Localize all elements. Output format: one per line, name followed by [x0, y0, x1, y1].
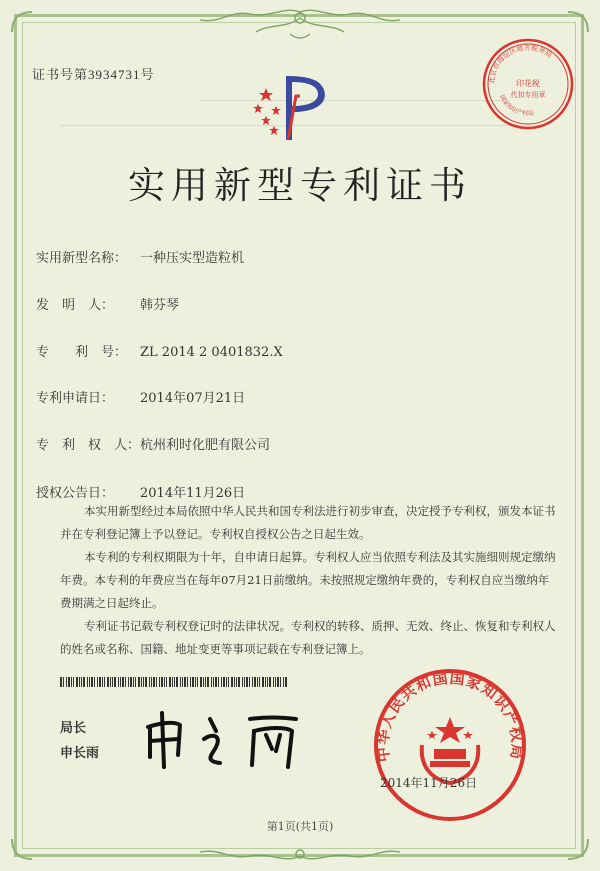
barcode-bar: [187, 677, 188, 687]
barcode-bar: [138, 677, 140, 687]
barcode-bar: [285, 677, 287, 687]
barcode-bar: [269, 677, 271, 687]
certificate-number: [32, 64, 155, 83]
barcode-bar: [76, 677, 78, 687]
barcode-bar: [273, 677, 274, 687]
certificate-body: [60, 500, 560, 661]
barcode-bar: [83, 677, 85, 687]
patent-office-logo: [248, 66, 338, 146]
barcode-bar: [153, 677, 155, 687]
barcode-bar: [161, 677, 163, 687]
barcode-bar: [244, 677, 245, 687]
barcode-bar: [151, 677, 152, 687]
barcode-bar: [211, 677, 212, 687]
body-paragraph: 专利证书记载专利权登记时的法律状况。专利权的转移、质押、无效、终止、恢复和专利权人的姓名或名称、国籍、地址变更等事项记载在专利登记簿上。: [60, 619, 556, 656]
barcode-bar: [110, 677, 111, 687]
certificate-number-suffix: 号: [140, 68, 155, 83]
barcode-bar: [195, 677, 196, 687]
barcode-bar: [135, 677, 136, 687]
field-value: ZL 2014 2 0401832.X: [140, 345, 283, 360]
barcode-bar: [218, 677, 219, 687]
field-label: 专利申请日：: [36, 391, 115, 406]
barcode-bar: [252, 677, 253, 687]
barcode-bar: [246, 677, 248, 687]
barcode-bar: [145, 677, 147, 687]
barcode-bar: [125, 677, 126, 687]
corner-ornament-br: [564, 835, 592, 863]
barcode-bar: [277, 677, 279, 687]
barcode: [60, 677, 288, 687]
barcode-bar: [143, 677, 144, 687]
barcode-bar: [133, 677, 134, 687]
barcode-bar: [205, 677, 206, 687]
field-grant-announcement-date: [36, 482, 245, 501]
barcode-bar: [97, 677, 98, 687]
director-signature: [140, 705, 320, 775]
field-value: 杭州利时化肥有限公司: [140, 438, 271, 453]
field-value: 一种压实型造粒机: [140, 251, 245, 266]
barcode-bar: [221, 677, 222, 687]
field-label: 实用新型名称：: [36, 251, 128, 266]
field-label: 发 明 人：: [36, 298, 115, 313]
field-inventor: [36, 294, 179, 313]
barcode-bar: [91, 677, 93, 687]
field-utility-model-name: [36, 247, 244, 266]
barcode-bar: [156, 677, 157, 687]
bottom-ornament: [190, 834, 410, 868]
page-number: 第1页(共1页): [266, 820, 334, 833]
barcode-bar: [203, 677, 204, 687]
barcode-bar: [182, 677, 183, 687]
top-ornament: [190, 4, 410, 48]
barcode-bar: [60, 677, 62, 687]
barcode-bar: [231, 677, 233, 687]
field-label: 专 利 号：: [36, 345, 128, 360]
barcode-bar: [118, 677, 119, 687]
barcode-bar: [262, 677, 264, 687]
barcode-bar: [275, 677, 276, 687]
tax-stamp-seal: [478, 34, 578, 134]
official-seal: [370, 665, 530, 825]
certificate-title: 实用新型专利证书: [128, 164, 472, 207]
field-label: 专 利 权 人：: [36, 438, 141, 453]
watermark-line: [200, 100, 500, 101]
barcode-bar: [213, 677, 214, 687]
director-name: 申长雨: [60, 746, 100, 761]
barcode-bar: [172, 677, 173, 687]
barcode-bar: [207, 677, 209, 687]
certificate-number-value: 3934731: [88, 67, 141, 82]
barcode-bar: [249, 677, 250, 687]
barcode-bar: [104, 677, 105, 687]
barcode-bar: [68, 677, 70, 687]
barcode-bar: [236, 677, 237, 687]
barcode-bar: [89, 677, 90, 687]
barcode-bar: [223, 677, 225, 687]
field-patentee: [36, 434, 270, 453]
barcode-bar: [79, 677, 80, 687]
field-application-date: [36, 387, 245, 406]
director-block: [60, 716, 99, 766]
barcode-bar: [265, 677, 266, 687]
barcode-bar: [197, 677, 198, 687]
barcode-bar: [226, 677, 227, 687]
grant-date: 2014年11月26日: [380, 776, 478, 790]
barcode-bar: [87, 677, 88, 687]
barcode-bar: [238, 677, 240, 687]
barcode-bar: [81, 677, 82, 687]
barcode-bar: [107, 677, 109, 687]
barcode-bar: [94, 677, 95, 687]
barcode-bar: [228, 677, 229, 687]
barcode-bar: [190, 677, 191, 687]
barcode-bar: [200, 677, 202, 687]
barcode-bar: [174, 677, 175, 687]
svg-text:中华人民共和国国家知识产权局: [374, 669, 527, 763]
barcode-bar: [176, 677, 178, 687]
field-patent-number: [36, 341, 283, 360]
certificate-number-label: 证书号第: [32, 68, 89, 83]
barcode-bar: [120, 677, 121, 687]
barcode-bar: [259, 677, 260, 687]
barcode-bar: [254, 677, 256, 687]
tax-stamp-arc-text: 北京市海淀区地方税务局: [487, 43, 554, 85]
tax-stamp-center-text-2: 代扣专用章: [510, 91, 546, 99]
director-title: 局长: [60, 721, 87, 736]
field-value: 韩芬琴: [140, 298, 180, 313]
barcode-bar: [192, 677, 194, 687]
barcode-bar: [73, 677, 74, 687]
barcode-bar: [66, 677, 67, 687]
barcode-bar: [149, 677, 150, 687]
body-paragraph: 本实用新型经过本局依照中华人民共和国专利法进行初步审查，决定授予专利权，颁发本证书并在专利登记簿上予以登记。专利权自授权公告之日起生效。: [60, 504, 556, 541]
barcode-bar: [99, 677, 101, 687]
barcode-bar: [130, 677, 132, 687]
barcode-bar: [63, 677, 64, 687]
barcode-bar: [159, 677, 160, 687]
barcode-bar: [112, 677, 113, 687]
barcode-bar: [180, 677, 181, 687]
barcode-bar: [71, 677, 72, 687]
corner-ornament-bl: [8, 835, 36, 863]
barcode-bar: [102, 677, 103, 687]
barcode-bar: [166, 677, 167, 687]
official-seal-text: 中华人民共和国国家知识产权局: [373, 668, 527, 763]
field-value: 2014年07月21日: [140, 391, 246, 406]
barcode-bar: [267, 677, 268, 687]
corner-ornament-tr: [564, 8, 592, 36]
field-label: 授权公告日：: [36, 486, 115, 501]
barcode-bar: [128, 677, 129, 687]
corner-ornament-tl: [8, 8, 36, 36]
field-value: 2014年11月26日: [140, 486, 246, 501]
barcode-bar: [257, 677, 258, 687]
barcode-bar: [169, 677, 171, 687]
barcode-bar: [280, 677, 281, 687]
barcode-bar: [141, 677, 142, 687]
tax-stamp-center-text: 印花税: [516, 79, 540, 88]
barcode-bar: [122, 677, 124, 687]
barcode-bar: [184, 677, 186, 687]
barcode-bar: [215, 677, 217, 687]
barcode-bar: [114, 677, 116, 687]
barcode-bar: [242, 677, 243, 687]
body-paragraph: 本专利的专利权期限为十年，自申请日起算。专利权人应当依照专利法及其实施细则规定缴纳年费。本专利的年费应当在每年07月21日前缴纳。未按照规定缴纳年费的，专利权自应当缴纳年费期满之日起终止。: [60, 550, 556, 610]
barcode-bar: [283, 677, 284, 687]
tax-stamp-bottom-text: 国家知识产权局: [498, 93, 535, 118]
barcode-bar: [234, 677, 235, 687]
barcode-bar: [164, 677, 165, 687]
